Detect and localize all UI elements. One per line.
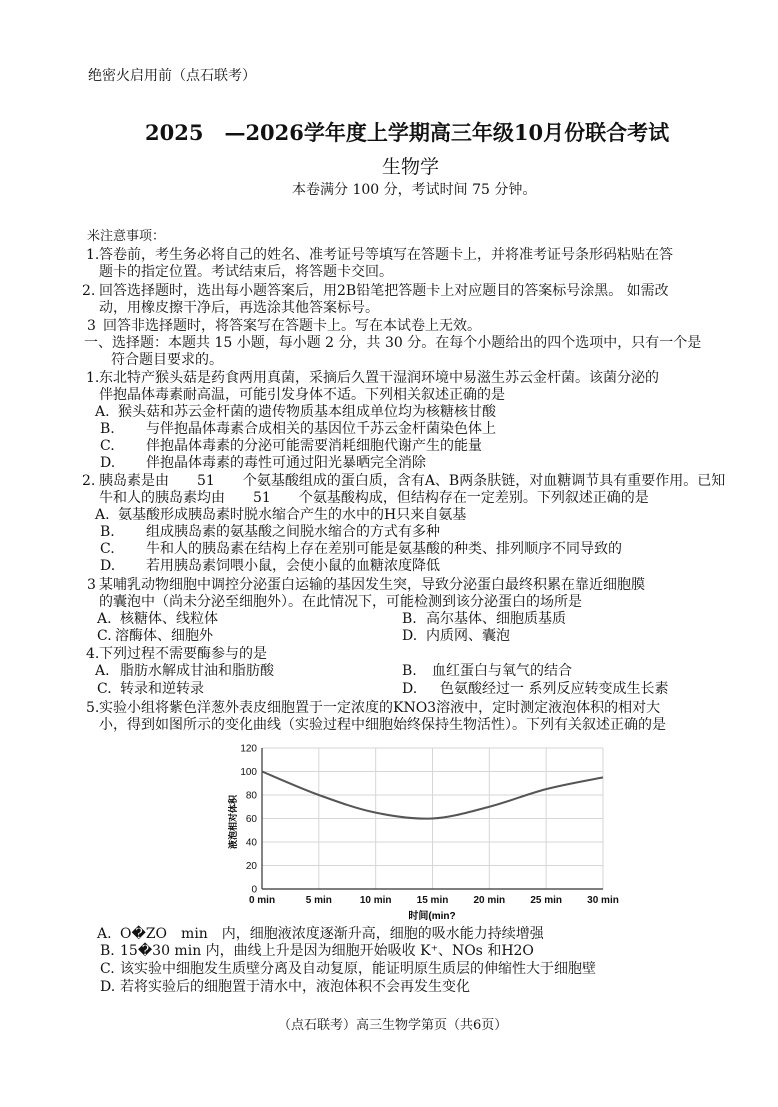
q2-option-c-label: C. bbox=[100, 541, 115, 557]
q5-option-d-label: D. bbox=[100, 979, 116, 995]
q2-option-b-label: B. bbox=[100, 524, 115, 540]
q4-option-c-text: 转录和逆转录 bbox=[120, 681, 204, 697]
q4-option-c-label: C. bbox=[97, 681, 112, 697]
q4-option-a-label: A. bbox=[95, 663, 110, 679]
notice-item-2-line-2: 动，用橡皮擦干净后，再选涂其他答案标号。 bbox=[99, 300, 379, 316]
q5-option-c-label: C. bbox=[100, 961, 115, 977]
y-tick-label: 20 bbox=[245, 861, 257, 872]
q4-option-b-text: 血红蛋白与氧气的结合 bbox=[432, 663, 572, 679]
q3-option-a-label: A. bbox=[97, 611, 112, 627]
q3-stem-line-1: 某哺乳动物细胞中调控分泌蛋白运输的基因发生突，导致分泌蛋白最终积累在靠近细胞膜 bbox=[99, 577, 645, 593]
q5-option-a-label: A. bbox=[97, 926, 112, 942]
q5-stem-line-1: 实验小组将紫色洋葱外表皮细胞置于一定浓度的KNO3溶液中，定时测定液泡体积的相对大 bbox=[99, 700, 661, 716]
q5-number: 5. bbox=[86, 700, 100, 716]
exam-info: 本卷满分 100 分，考试时间 75 分钟。 bbox=[292, 182, 537, 198]
q3-option-a-text: 核糖体、线粒体 bbox=[120, 611, 218, 627]
q1-stem-line-1: 东北特产猴头菇是药食两用真菌，采摘后久置干湿润环境中易滋生苏云金杆菌。该菌分泌的 bbox=[99, 370, 659, 386]
q3-number: 3 bbox=[87, 577, 96, 593]
chart-ylabel: 液泡相对体积 bbox=[228, 794, 238, 850]
y-tick-label: 60 bbox=[245, 814, 257, 825]
q5-option-a-text: O�ZO min 内，细胞液浓度逐渐升高，细胞的吸水能力持续增强 bbox=[120, 926, 544, 942]
q3-option-d-text: 内质网、囊泡 bbox=[426, 628, 510, 644]
chart-ticks bbox=[240, 744, 619, 907]
subject-title: 生物学 bbox=[382, 156, 440, 178]
notice-item-3-num: 3 bbox=[87, 318, 96, 334]
q2-number: 2. bbox=[82, 473, 96, 489]
y-tick-label: 0 bbox=[251, 884, 257, 896]
section-instruction-line-2: 符合题目要求的。 bbox=[111, 352, 223, 368]
q1-option-d-text: 伴抱晶体毒素的毒性可通过阳光暴晒完全消除 bbox=[146, 455, 426, 471]
q2-stem-line-1: 胰岛素是由 51 个氨基酸组成的蛋白质，含有A、B两条肤链，对血糖调节具有重要作用。已知 bbox=[99, 473, 726, 489]
q3-option-c-text: 溶酶体、细胞外 bbox=[115, 628, 213, 644]
q3-option-b-label: B. bbox=[402, 611, 417, 627]
x-tick-label: 10 min bbox=[359, 895, 392, 906]
x-tick-label: 0 min bbox=[248, 895, 276, 906]
confidential-label: 绝密火启用前（点石联考） bbox=[88, 68, 256, 84]
q1-stem-line-2: 伴抱晶体毒素耐高温，可能引发身体不适。下列相关叙述正确的是 bbox=[99, 387, 505, 403]
y-tick-label: 40 bbox=[245, 837, 257, 849]
q1-option-d-label: D. bbox=[100, 455, 116, 471]
q2-option-b-text: 组成胰岛素的氨基酸之间脱水缩合的方式有多种 bbox=[146, 524, 440, 540]
y-tick-label: 120 bbox=[240, 743, 257, 755]
q2-option-a-label: A. bbox=[95, 507, 110, 523]
x-tick-label: 25 min bbox=[530, 895, 563, 906]
q1-option-a-text: 猴头菇和苏云金杆菌的遗传物质基本组成单位均为核糖核甘酸 bbox=[118, 404, 496, 420]
chart-xlabel: 时间(min? bbox=[408, 911, 456, 922]
q4-number: 4. bbox=[86, 646, 100, 662]
notice-item-3-line-1: 回答非选择题时，将答案写在答题卡上。写在本试卷上无效。 bbox=[103, 318, 481, 334]
q4-option-d-text: 色氨酸经过一 系列反应转变成生长素 bbox=[440, 681, 669, 697]
notice-item-1-line-1: 答卷前，考生务必将自己的姓名、准考证号等填写在答题卡上，并将准考证号条形码粘贴在答 bbox=[99, 247, 673, 263]
q5-option-b-text: 15�30 min 内，曲线上升是因为细胞开始吸收 K⁺、NOs 和H2O bbox=[120, 943, 534, 959]
y-tick-label: 80 bbox=[245, 790, 257, 802]
q5-option-b-label: B. bbox=[100, 943, 115, 959]
q5-option-d-text: 若将实验后的细胞置于清水中，液泡体积不会再发生变化 bbox=[120, 979, 470, 995]
vacuole-volume-chart bbox=[200, 736, 640, 926]
notice-item-1-num: 1. bbox=[86, 247, 100, 263]
y-tick-label: 100 bbox=[240, 767, 257, 778]
q1-option-b-text: 与伴抱晶体毒素合成相关的基因位千苏云金杆菌染色体上 bbox=[146, 421, 496, 437]
q1-option-c-text: 伴抱晶体毒素的分泌可能需要消耗细胞代谢产生的能量 bbox=[146, 438, 482, 454]
x-tick-label: 5 min bbox=[305, 895, 332, 906]
notice-heading: 米注意事项： bbox=[87, 229, 166, 244]
page-footer: （点石联考）高三生物学第页（共6页） bbox=[278, 1018, 508, 1033]
q2-option-c-text: 牛和人的胰岛素在结构上存在差别可能是氨基酸的种类、排列顺序不同导致的 bbox=[146, 541, 622, 557]
q3-option-b-text: 高尔基体、细胞质基质 bbox=[426, 611, 566, 627]
q1-option-c-label: C. bbox=[100, 438, 115, 454]
q2-option-d-label: D. bbox=[100, 558, 116, 574]
exam-title: 2025 —2026学年度上学期高三年级10月份联合考试 bbox=[145, 120, 670, 145]
q4-option-b-label: B. bbox=[402, 663, 417, 679]
q2-stem-line-2: 牛和人的胰岛素均由 51 个氨基酸构成，但结构存在一定差别。下列叙述正确的是 bbox=[99, 490, 649, 506]
q2-option-a-text: 氨基酸形成胰岛素时脱水缩合产生的水中的H只来自氨基 bbox=[118, 507, 467, 523]
q1-option-b-label: B. bbox=[100, 421, 115, 437]
q5-stem-line-2: 小，得到如图所示的变化曲线（实验过程中细胞始终保持生物活性）。下列有关叙述正确的是 bbox=[99, 717, 666, 733]
section-instruction-line-1: 一、选择题：本题共 15 小题，每小题 2 分，共 30 分。在每个小题给出的四个选项中，只有一个是 bbox=[84, 335, 702, 351]
q3-stem-line-2: 的囊泡中（尚未分泌至细胞外）。在此情况下，可能检测到该分泌蛋白的场所是 bbox=[99, 594, 582, 610]
notice-item-1-line-2: 题卡的指定位置。考试结束后，将答题卡交回。 bbox=[99, 264, 393, 280]
q4-option-d-label: D. bbox=[402, 681, 418, 697]
q4-stem-line-1: 下列过程不需要酶参与的是 bbox=[99, 646, 267, 662]
notice-item-2-line-1: 回答选择题时，选出每小题答案后，用2B铅笔把答题卡上对应题目的答案标号涂黑。 如需改 bbox=[99, 283, 669, 299]
q3-option-d-label: D. bbox=[402, 628, 418, 644]
q5-option-c-text: 该实验中细胞发生质壁分离及自动复原，能证明原生质层的伸缩性大于细胞壁 bbox=[120, 961, 596, 977]
q3-option-c-label: C. bbox=[97, 628, 112, 644]
q4-option-a-text: 脂肪水解成甘油和脂肪酸 bbox=[120, 663, 274, 679]
notice-item-2-num: 2. bbox=[82, 283, 96, 299]
q1-number: 1. bbox=[86, 370, 100, 386]
x-tick-label: 20 min bbox=[473, 895, 506, 906]
x-tick-label: 15 min bbox=[416, 895, 449, 906]
q1-option-a-label: A. bbox=[95, 404, 110, 420]
x-tick-label: 30 min bbox=[587, 895, 619, 906]
q2-option-d-text: 若用胰岛素饲喂小鼠，会使小鼠的血糖浓度降低 bbox=[146, 558, 440, 574]
